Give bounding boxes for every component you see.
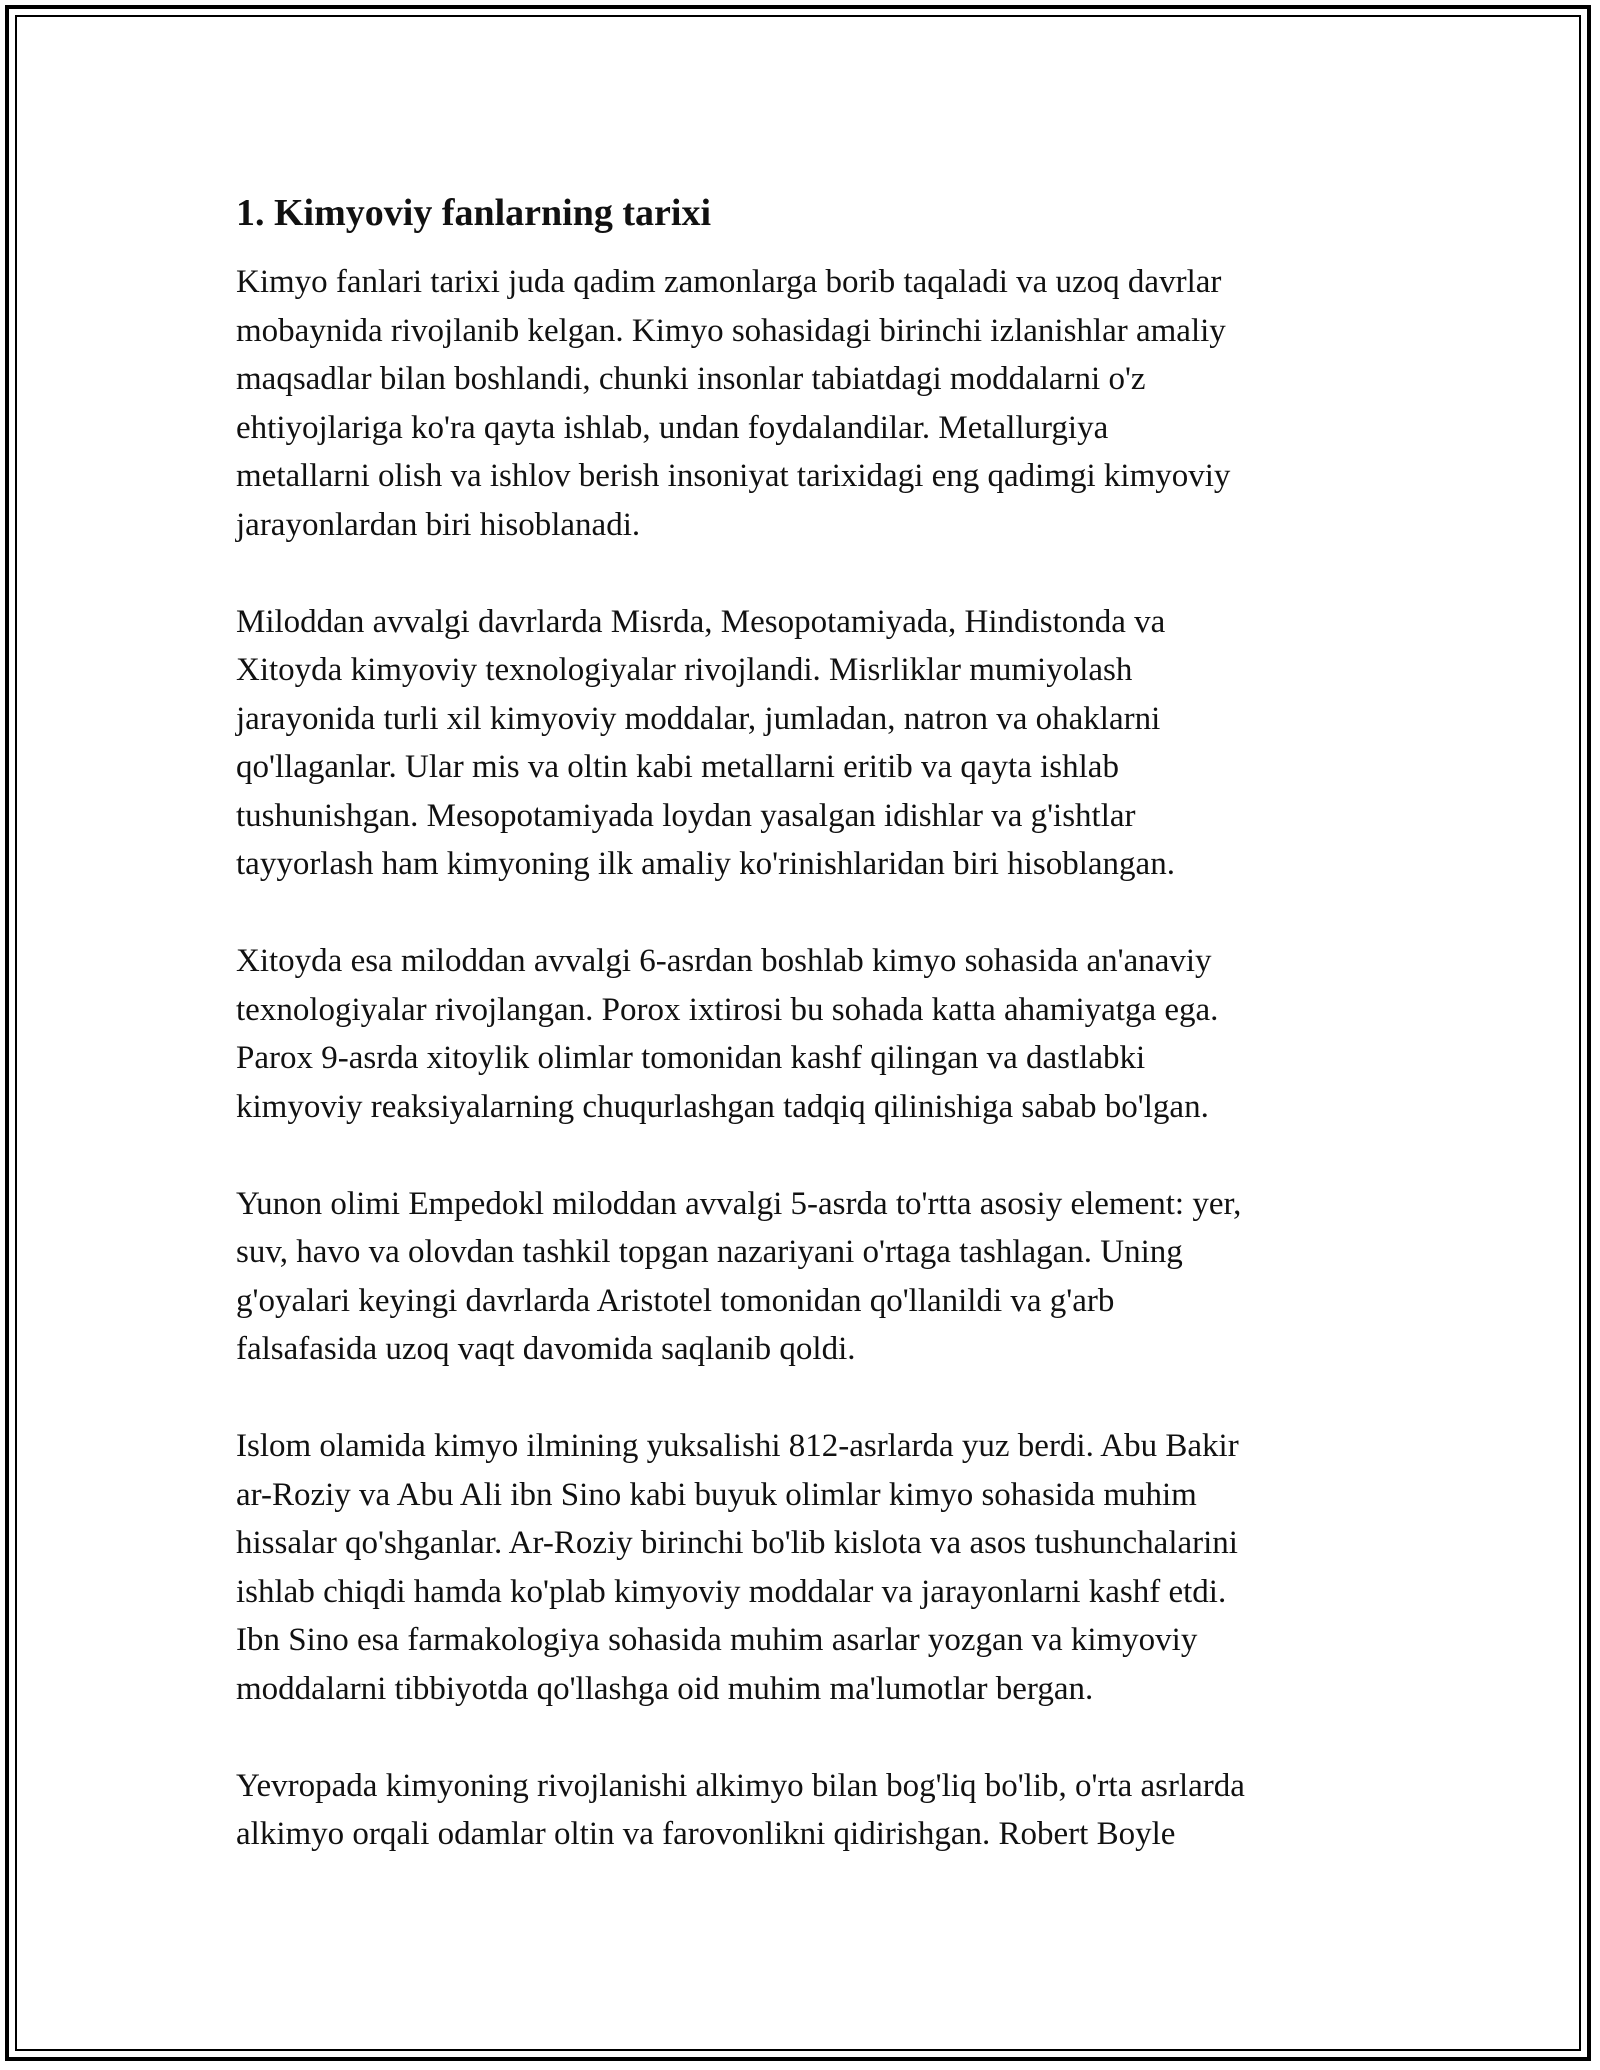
paragraph-greek-elements: Yunon olimi Empedokl miloddan avvalgi 5-asrda to'rtta asosiy element: yer, suv, havo va olovdan tashkil topgan nazariyani o'rtaga tashlagan. Uning g'oyalari keyingi davrlarda Aristotel tomonidan qo'llanildi va g'arb falsafasida uzoq vaqt davomida saqlanib qoldi. <box>236 1185 1242 1367</box>
paragraph-ancient-civilizations: Miloddan avvalgi davrlarda Misrda, Mesopotamiyada, Hindistonda va Xitoyda kimyoviy texnologiyalar rivojlandi. Misrliklar mumiyolash jarayonida turli xil kimyoviy moddalar, jumladan, natron va ohaklarni qo'llaganlar. Ular mis va oltin kabi metallarni eritib va qayta ishlab tushunishgan. Mesopotamiyada loydan yasalgan idishlar va g'ishtlar tayyorlash ham kimyoning ilk amaliy ko'rinishlaridan biri hisoblangan. <box>236 603 1175 882</box>
paragraph-china: Xitoyda esa miloddan avvalgi 6-asrdan boshlab kimyo sohasida an'anaviy texnologiyalar rivojlangan. Porox ixtirosi bu sohada katta ahamiyatga ega. Parox 9-asrda xitoylik olimlar tomonidan kashf qilingan va dastlabki kimyoviy reaksiyalarning chuqurlashgan tadqiq qilinishiga sabab bo'lgan. <box>236 943 1219 1125</box>
document-body <box>236 190 1366 1907</box>
paragraph-europe-alchemy: Yevropada kimyoning rivojlanishi alkimyo bilan bog'liq bo'lib, o'rta asrlarda alkimyo orqali odamlar oltin va farovonlikni qidirishgan. Robert Boyle <box>236 1767 1245 1852</box>
paragraph-islamic-world: Islom olamida kimyo ilmining yuksalishi 812-asrlarda yuz berdi. Abu Bakir ar-Roziy va Abu Ali ibn Sino kabi buyuk olimlar kimyo sohasida muhim hissalar qo'shganlar. Ar-Roziy birinchi bo'lib kislota va asos tushunchalarini ishlab chiqdi hamda ko'plab kimyoviy moddalar va jarayonlarni kashf etdi. Ibn Sino esa farmakologiya sohasida muhim asarlar yozgan va kimyoviy moddalarni tibbiyotda qo'llashga oid muhim ma'lumotlar bergan. <box>236 1428 1239 1707</box>
section-heading: 1. Kimyoviy fanlarning tarixi <box>236 192 711 234</box>
paragraph-history-intro: Kimyo fanlari tarixi juda qadim zamonlarga borib taqaladi va uzoq davrlar mobaynida rivojlanib kelgan. Kimyo sohasidagi birinchi izlanishlar amaliy maqsadlar bilan boshlandi, chunki insonlar tabiatdagi moddalarni o'z ehtiyojlariga ko'ra qayta ishlab, undan foydalandilar. Metallurgiya metallarni olish va ishlov berish insoniyat tarixidagi eng qadimgi kimyoviy jarayonlardan biri hisoblanadi. <box>236 264 1231 543</box>
